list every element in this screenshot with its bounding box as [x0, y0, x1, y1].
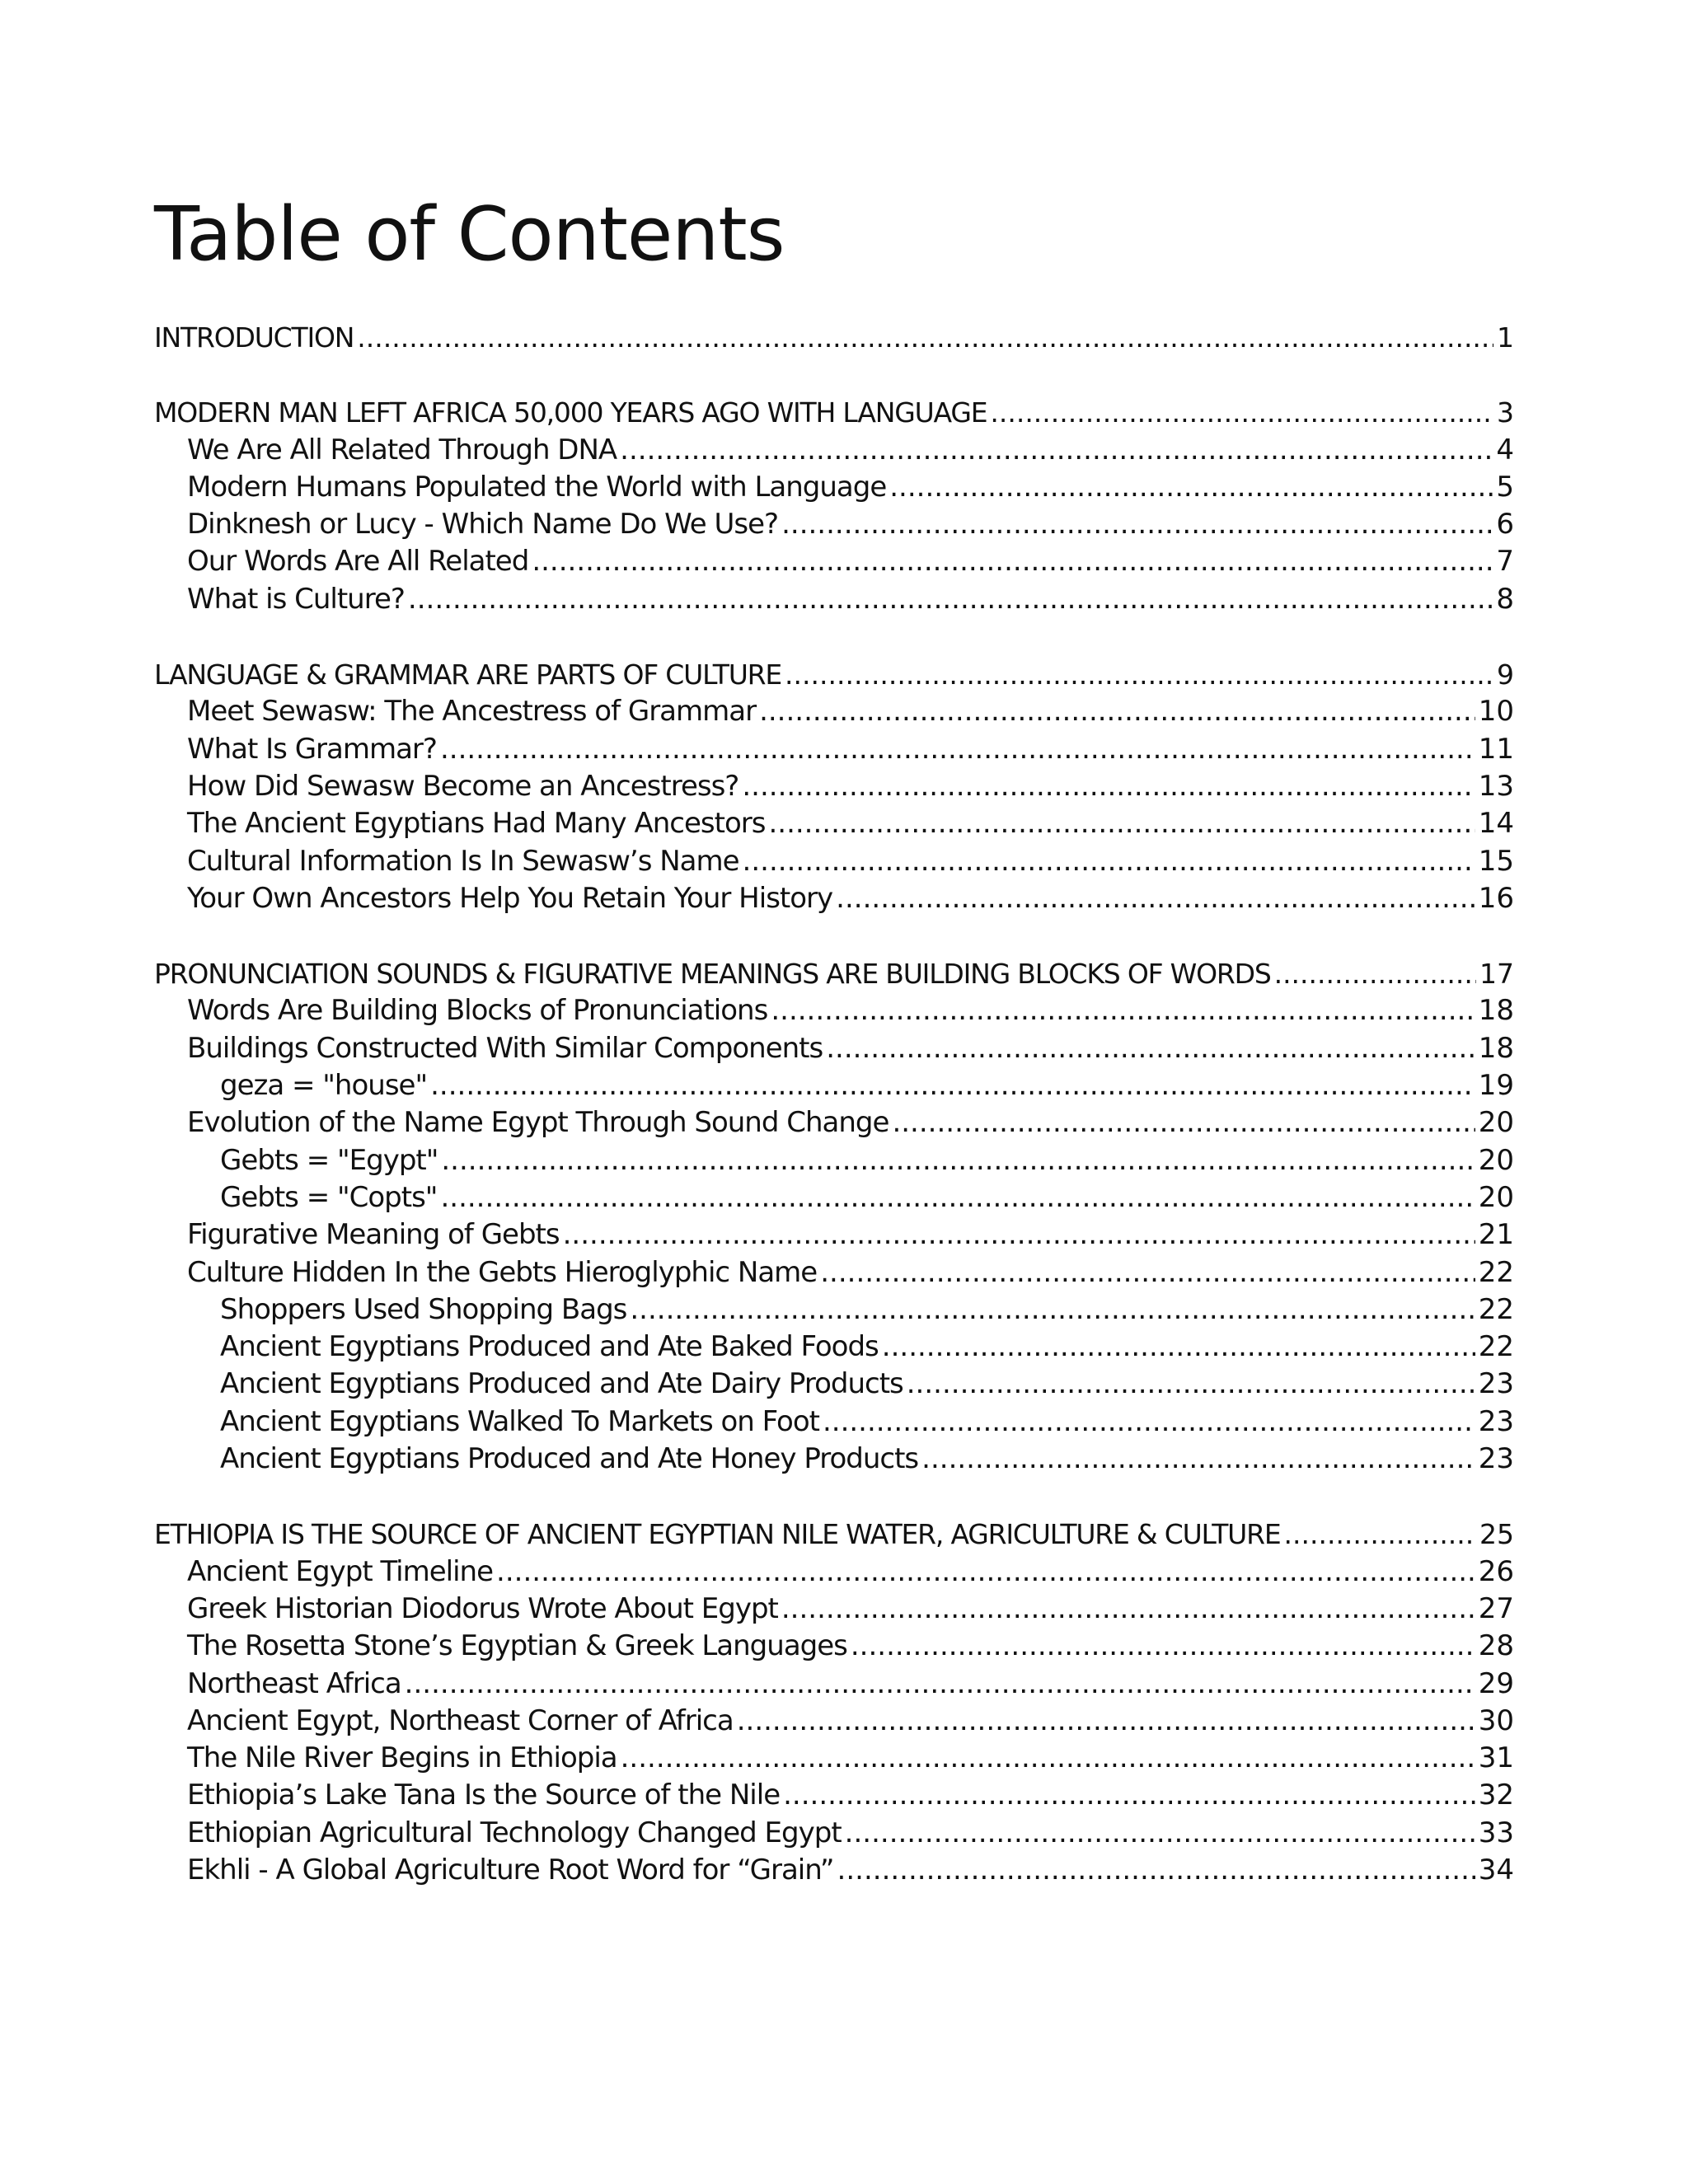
toc-entry-title: Our Words Are All Related: [187, 545, 529, 579]
toc-dot-leader: [921, 1441, 1475, 1478]
toc-section: [154, 1516, 1514, 1889]
toc-chapter-entry[interactable]: [154, 656, 1514, 693]
toc-entry[interactable]: [154, 1815, 1514, 1852]
toc-entry[interactable]: [154, 1366, 1514, 1403]
toc-entry[interactable]: [154, 469, 1514, 506]
toc-dot-leader: [357, 319, 1493, 356]
toc-page-number: 11: [1478, 732, 1514, 766]
toc-page-number: 22: [1478, 1330, 1514, 1364]
toc-dot-leader: [440, 1179, 1475, 1216]
toc-entry[interactable]: [154, 432, 1514, 469]
toc-entry[interactable]: [154, 506, 1514, 543]
toc-entry[interactable]: [154, 1329, 1514, 1366]
toc-entry-title: Ancient Egyptians Produced and Ate Dairy Products: [220, 1367, 903, 1401]
toc-dot-leader: [532, 543, 1493, 580]
toc-dot-leader: [405, 1666, 1475, 1703]
toc-entry-title: The Nile River Begins in Ethiopia: [187, 1741, 617, 1775]
toc-entry[interactable]: [154, 731, 1514, 768]
toc-section: [154, 656, 1514, 917]
toc-entry-title: Ethiopian Agricultural Technology Changed Egypt: [187, 1816, 842, 1849]
toc-entry[interactable]: [154, 1591, 1514, 1628]
toc-entry-title: Ancient Egypt, Northeast Corner of Africa: [187, 1704, 734, 1737]
toc-dot-leader: [440, 731, 1475, 768]
toc-chapter-entry[interactable]: [154, 394, 1514, 431]
toc-page-number: 32: [1478, 1779, 1514, 1812]
toc-entry-title: Ancient Egyptians Produced and Ate Honey Products: [220, 1442, 919, 1476]
toc-entry-title: Modern Humans Populated the World with Language: [187, 470, 887, 504]
toc-page-number: 8: [1496, 582, 1514, 616]
toc-dot-leader: [820, 1254, 1475, 1291]
toc-dot-leader: [783, 1777, 1475, 1814]
toc-entry[interactable]: [154, 1777, 1514, 1814]
toc-page-number: 15: [1478, 844, 1514, 878]
toc-entry-title: Words Are Building Blocks of Pronunciations: [187, 994, 768, 1028]
toc-page-number: 33: [1478, 1816, 1514, 1849]
toc-entry[interactable]: [154, 1254, 1514, 1291]
toc-entry-title: Culture Hidden In the Gebts Hieroglyphic Name: [187, 1255, 818, 1289]
toc-page-number: 27: [1478, 1591, 1514, 1625]
toc-entry-title: Dinknesh or Lucy - Which Name Do We Use?: [187, 508, 779, 541]
toc-dot-leader: [836, 880, 1475, 917]
toc-entry-title: Shoppers Used Shopping Bags: [220, 1292, 627, 1326]
toc-dot-leader: [826, 1030, 1475, 1067]
toc-page-number: 20: [1478, 1143, 1514, 1177]
toc-page-number: 16: [1478, 881, 1514, 915]
toc-entry[interactable]: [154, 880, 1514, 917]
toc-entry[interactable]: [154, 543, 1514, 580]
toc-dot-leader: [907, 1366, 1475, 1403]
toc-entry-title: geza = "house": [220, 1069, 428, 1103]
toc-entry[interactable]: [154, 1554, 1514, 1591]
toc-page-number: 34: [1478, 1853, 1514, 1886]
toc-dot-leader: [621, 1740, 1475, 1777]
toc-entry-title: PRONUNCIATION SOUNDS & FIGURATIVE MEANINGS ARE BUILDING BLOCKS OF WORDS: [154, 958, 1271, 991]
toc-dot-leader: [441, 1142, 1475, 1179]
toc-page-number: 4: [1496, 433, 1514, 466]
toc-dot-leader: [990, 394, 1493, 431]
toc-dot-leader: [563, 1216, 1475, 1254]
toc-entry-title: Northeast Africa: [187, 1666, 401, 1700]
toc-dot-leader: [496, 1554, 1475, 1591]
toc-entry[interactable]: [154, 1216, 1514, 1254]
toc-entry-title: Your Own Ancestors Help You Retain Your History: [187, 881, 833, 915]
toc-page-number: 29: [1478, 1666, 1514, 1700]
toc-dot-leader: [743, 843, 1475, 880]
toc-entry[interactable]: [154, 1142, 1514, 1179]
toc-dot-leader: [630, 1291, 1475, 1329]
toc-section: [154, 394, 1514, 618]
toc-entry-title: Evolution of the Name Egypt Through Sound Change: [187, 1106, 889, 1140]
toc-entry-title: What is Culture?: [187, 582, 405, 616]
toc-entry-title: Gebts = "Egypt": [220, 1143, 438, 1177]
toc-page-number: 18: [1478, 1031, 1514, 1065]
toc-entry-title: Ancient Egypt Timeline: [187, 1554, 494, 1588]
toc-page-number: 6: [1496, 508, 1514, 541]
toc-dot-leader: [759, 693, 1475, 730]
toc-entry[interactable]: [154, 1628, 1514, 1665]
toc-page-number: 28: [1478, 1629, 1514, 1663]
toc-page-number: 25: [1479, 1518, 1514, 1551]
toc-entry[interactable]: [154, 1703, 1514, 1740]
toc-page-number: 3: [1497, 396, 1514, 429]
toc-entry-title: We Are All Related Through DNA: [187, 433, 617, 466]
toc-entry-title: How Did Sewasw Become an Ancestress?: [187, 769, 739, 803]
toc-entry-title: MODERN MAN LEFT AFRICA 50,000 YEARS AGO WITH LANGUAGE: [154, 396, 987, 429]
toc-dot-leader: [781, 506, 1493, 543]
toc-entry[interactable]: [154, 1852, 1514, 1889]
toc-dot-leader: [771, 992, 1475, 1029]
toc-page-number: 10: [1478, 695, 1514, 729]
toc-dot-leader: [620, 432, 1493, 469]
toc-page-number: 31: [1478, 1741, 1514, 1775]
toc-entry-title: Ancient Egyptians Walked To Markets on Foot: [220, 1404, 819, 1438]
toc-entry[interactable]: [154, 693, 1514, 730]
toc-dot-leader: [430, 1067, 1475, 1104]
toc-page-number: 5: [1496, 470, 1514, 504]
toc-chapter-entry[interactable]: [154, 319, 1514, 356]
toc-dot-leader: [1284, 1516, 1477, 1553]
toc-page-number: 20: [1478, 1106, 1514, 1140]
toc-dot-leader: [785, 656, 1493, 693]
toc-entry-title: The Rosetta Stone’s Egyptian & Greek Languages: [187, 1629, 847, 1663]
toc-entry-title: The Ancient Egyptians Had Many Ancestors: [187, 807, 766, 841]
toc-section: [154, 319, 1514, 356]
toc-dot-leader: [837, 1852, 1475, 1889]
toc-dot-leader: [889, 469, 1493, 506]
toc-dot-leader: [851, 1628, 1475, 1665]
page-title: Table of Contents: [154, 191, 785, 278]
toc-entry-title: Cultural Information Is In Sewasw’s Name: [187, 844, 739, 878]
toc-dot-leader: [742, 768, 1475, 805]
toc-entry-title: Greek Historian Diodorus Wrote About Egypt: [187, 1591, 778, 1625]
toc-page-number: 26: [1478, 1554, 1514, 1588]
toc-entry[interactable]: [154, 1179, 1514, 1216]
toc-entry[interactable]: [154, 768, 1514, 805]
toc-entry-title: What Is Grammar?: [187, 732, 437, 766]
toc-chapter-entry[interactable]: [154, 955, 1514, 992]
toc-page-number: 18: [1478, 994, 1514, 1028]
toc-entry-title: Ancient Egyptians Produced and Ate Baked Foods: [220, 1330, 879, 1364]
toc-entry[interactable]: [154, 1104, 1514, 1141]
toc-page-number: 13: [1478, 769, 1514, 803]
toc-section: [154, 955, 1514, 1478]
toc-entry-title: Buildings Constructed With Similar Components: [187, 1031, 823, 1065]
toc-page-number: 14: [1478, 807, 1514, 841]
toc-entry-title: Gebts = "Copts": [220, 1180, 438, 1214]
toc-entry[interactable]: [154, 1030, 1514, 1067]
toc-page-number: 7: [1496, 545, 1514, 579]
toc-entry-title: INTRODUCTION: [154, 321, 354, 354]
toc-page-number: 30: [1478, 1704, 1514, 1737]
toc-dot-leader: [845, 1815, 1475, 1852]
toc-dot-leader: [408, 581, 1493, 618]
toc-entry-title: Ekhli - A Global Agriculture Root Word for “Grain”: [187, 1853, 834, 1886]
toc-entry[interactable]: [154, 581, 1514, 618]
toc-entry-title: Meet Sewasw: The Ancestress of Grammar: [187, 695, 757, 729]
table-of-contents: [154, 319, 1514, 1927]
toc-page-number: 9: [1497, 658, 1514, 691]
toc-entry[interactable]: [154, 1404, 1514, 1441]
toc-page-number: 23: [1478, 1367, 1514, 1401]
toc-entry-title: Figurative Meaning of Gebts: [187, 1218, 560, 1252]
toc-entry-title: Ethiopia’s Lake Tana Is the Source of the Nile: [187, 1779, 781, 1812]
toc-chapter-entry[interactable]: [154, 1516, 1514, 1553]
toc-page-number: 17: [1479, 958, 1514, 991]
toc-page-number: 21: [1478, 1218, 1514, 1252]
toc-entry-title: LANGUAGE & GRAMMAR ARE PARTS OF CULTURE: [154, 658, 782, 691]
toc-page-number: 1: [1497, 321, 1514, 354]
toc-page-number: 20: [1478, 1180, 1514, 1214]
toc-entry-title: ETHIOPIA IS THE SOURCE OF ANCIENT EGYPTIAN NILE WATER, AGRICULTURE & CULTURE: [154, 1518, 1281, 1551]
toc-dot-leader: [882, 1329, 1475, 1366]
toc-entry[interactable]: [154, 1666, 1514, 1703]
toc-dot-leader: [737, 1703, 1475, 1740]
toc-entry[interactable]: [154, 1067, 1514, 1104]
toc-entry[interactable]: [154, 992, 1514, 1029]
toc-page-number: 19: [1478, 1069, 1514, 1103]
toc-entry[interactable]: [154, 843, 1514, 880]
toc-dot-leader: [768, 805, 1475, 842]
toc-entry[interactable]: [154, 1291, 1514, 1329]
toc-dot-leader: [823, 1404, 1475, 1441]
toc-page-number: 22: [1478, 1292, 1514, 1326]
toc-dot-leader: [1274, 955, 1476, 992]
toc-entry[interactable]: [154, 1740, 1514, 1777]
toc-page-number: 23: [1478, 1404, 1514, 1438]
toc-dot-leader: [892, 1104, 1475, 1141]
toc-page-number: 23: [1478, 1442, 1514, 1476]
toc-page-number: 22: [1478, 1255, 1514, 1289]
toc-entry[interactable]: [154, 805, 1514, 842]
toc-dot-leader: [781, 1591, 1475, 1628]
toc-entry[interactable]: [154, 1441, 1514, 1478]
